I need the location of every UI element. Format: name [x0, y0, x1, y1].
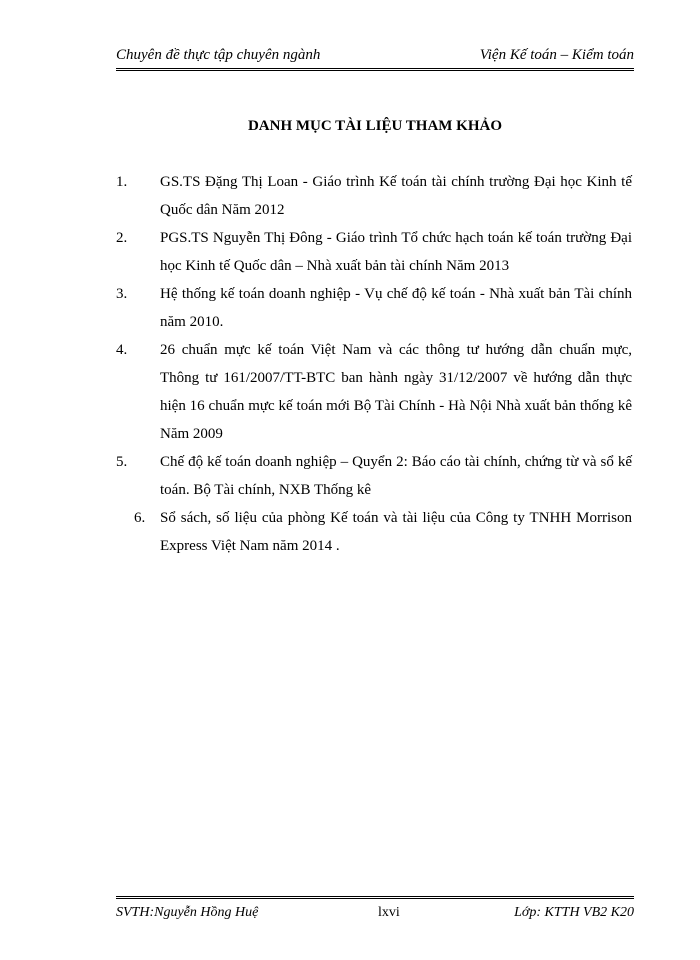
- reference-item: [0, 336, 700, 448]
- page-footer: [116, 896, 634, 929]
- reference-number: 5.: [116, 454, 128, 470]
- page-number: lxvi: [378, 905, 400, 920]
- reference-item: [0, 504, 700, 560]
- footer-class: Lớp: KTTH VB2 K20: [514, 905, 634, 920]
- footer-student-name: SVTH:Nguyễn Hồng Huệ: [116, 905, 259, 920]
- reference-text: PGS.TS Nguyễn Thị Đông - Giáo trình Tổ chức hạch toán kế toán trường Đại học Kinh tế Quốc dân – Nhà xuất bản tài chính Năm 2013: [160, 230, 632, 274]
- page-title: DANH MỤC TÀI LIỆU THAM KHẢO: [247, 118, 503, 134]
- reference-number: 6.: [134, 510, 146, 526]
- reference-number: 3.: [116, 286, 128, 302]
- reference-item: [0, 224, 700, 280]
- reference-number: 1.: [116, 174, 128, 190]
- reference-list: [0, 168, 700, 560]
- reference-item: [0, 280, 700, 336]
- reference-number: 2.: [116, 230, 128, 246]
- reference-number: 4.: [116, 342, 128, 358]
- header-course-title: Chuyên đề thực tập chuyên ngành: [116, 47, 321, 63]
- reference-text: GS.TS Đặng Thị Loan - Giáo trình Kế toán tài chính trường Đại học Kinh tế Quốc dân Năm 2012: [160, 174, 632, 218]
- reference-text: Sổ sách, số liệu của phòng Kế toán và tài liệu của Công ty TNHH Morrison Express Việt Nam năm 2014 .: [160, 510, 632, 554]
- reference-item: [0, 168, 700, 224]
- reference-text: Chế độ kế toán doanh nghiệp – Quyển 2: Báo cáo tài chính, chứng từ và sổ kế toán. Bộ Tài chính, NXB Thống kê: [160, 454, 632, 498]
- reference-text: Hệ thống kế toán doanh nghiệp - Vụ chế độ kế toán - Nhà xuất bản Tài chính năm 2010.: [160, 286, 632, 330]
- header-institute: Viện Kế toán – Kiểm toán: [479, 47, 634, 63]
- reference-text: 26 chuẩn mực kế toán Việt Nam và các thông tư hướng dẫn chuẩn mực, Thông tư 161/2007/TT-BTC ban hành ngày 31/12/2007 về hướng dẫn thực hiện 16 chuẩn mực kế toán mới Bộ Tài Chính - Hà Nội Nhà xuất bản thống kê Năm 2009: [160, 342, 632, 442]
- reference-item: [0, 448, 700, 504]
- page-header: [116, 40, 634, 71]
